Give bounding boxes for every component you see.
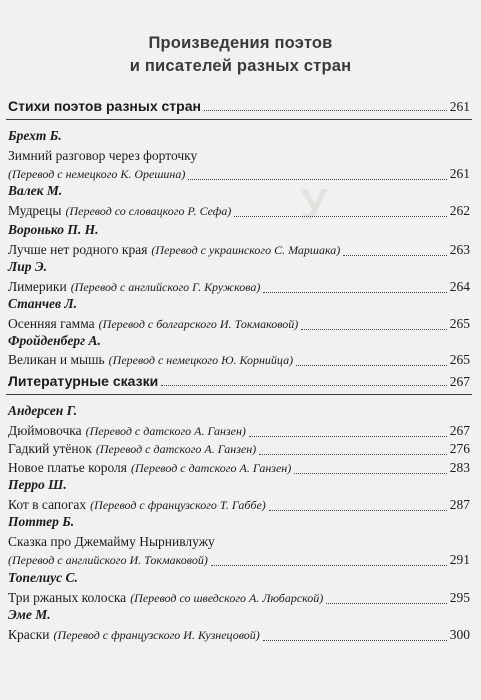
toc-entry[interactable] [8, 316, 470, 334]
toc-entry[interactable] [8, 423, 470, 441]
author-name: Топелиус С. [8, 570, 78, 585]
author-name: Фройденберг А. [8, 333, 101, 348]
page-number: 265 [449, 316, 470, 331]
dot-leader [204, 109, 447, 111]
toc-entry[interactable] [8, 534, 470, 552]
page-number: 263 [449, 242, 470, 257]
work-title: Дюймовочка [8, 423, 82, 438]
page-number: 262 [449, 203, 470, 218]
toc-entry[interactable] [8, 441, 470, 459]
toc-entry[interactable] [8, 148, 470, 166]
author-name: Перро Ш. [8, 477, 67, 492]
toc-entry[interactable] [8, 242, 470, 260]
section-heading-text: Стихи поэтов разных стран [8, 98, 201, 114]
author-name: Поттер Б. [8, 514, 75, 529]
dot-leader [294, 472, 446, 474]
translator-note: (Перевод с немецкого Ю. Корнийца) [108, 353, 294, 367]
dot-leader [211, 564, 447, 566]
section-heading-row [8, 98, 470, 115]
toc-entry[interactable] [8, 352, 470, 370]
page-number: 295 [449, 590, 470, 605]
translator-note: (Перевод со шведского А. Любарской) [130, 591, 324, 605]
work-title: Сказка про Джемайму Нырнивлужу [8, 534, 215, 549]
translator-note: (Перевод с французского Т. Габбе) [90, 498, 266, 512]
bleed-through-watermark: У [300, 180, 328, 229]
work-title: Лучше нет родного края [8, 242, 148, 257]
translator-note: (Перевод с английского Г. Кружкова) [70, 280, 261, 294]
section-heading[interactable] [8, 98, 470, 115]
dot-leader [188, 178, 446, 180]
work-title: Лимерики [8, 279, 67, 294]
section-heading[interactable] [8, 373, 470, 390]
toc-entry[interactable] [8, 552, 470, 570]
dot-leader [343, 254, 446, 256]
toc-entry[interactable] [8, 627, 470, 645]
section-heading-text: Литературные сказки [8, 373, 159, 389]
page-title-line-1: Произведения поэтов [148, 34, 333, 52]
work-title: Великан и мышь [8, 352, 105, 367]
translator-note: (Перевод с датского А. Ганзен) [85, 424, 246, 438]
work-title: Краски [8, 627, 50, 642]
toc-entry[interactable] [8, 279, 470, 297]
page-number: 264 [449, 279, 470, 294]
dot-leader [263, 291, 446, 293]
toc-entry[interactable] [8, 497, 470, 515]
page-number: 276 [449, 441, 470, 456]
author-name: Валек М. [8, 183, 63, 198]
translator-note: (Перевод с украинского С. Маршака) [151, 243, 341, 257]
page-title-line-2: и писателей разных стран [129, 57, 352, 75]
section-divider [6, 119, 472, 120]
dot-leader [269, 509, 447, 511]
author-name: Брехт Б. [8, 128, 62, 143]
section-heading-row [8, 373, 470, 390]
work-title: Осенняя гамма [8, 316, 95, 331]
work-title: Гадкий утёнок [8, 441, 92, 456]
translator-note: (Перевод с английского И. Токмаковой) [8, 553, 208, 567]
section-page-number: 261 [449, 99, 470, 114]
toc-entry[interactable] [8, 460, 470, 478]
toc-entry[interactable] [8, 203, 470, 221]
work-title: Зимний разговор через форточку [8, 148, 198, 163]
dot-leader [301, 328, 446, 330]
page-number: 291 [449, 552, 470, 567]
toc-entry[interactable] [8, 166, 470, 184]
section-divider [6, 394, 472, 395]
work-title: Три ржаных колоска [8, 590, 127, 605]
section-page-number: 267 [449, 374, 470, 389]
page-number: 300 [449, 627, 470, 642]
page-number: 287 [449, 497, 470, 512]
dot-leader [234, 215, 447, 217]
author-name: Станчев Л. [8, 296, 78, 311]
translator-note: (Перевод с болгарского И. Токмаковой) [98, 317, 299, 331]
page-number: 261 [449, 166, 470, 181]
dot-leader [263, 639, 447, 641]
page-number: 283 [449, 460, 470, 475]
work-title: Мудрецы [8, 203, 62, 218]
author-name: Андерсен Г. [8, 403, 78, 418]
work-title: Кот в сапогах [8, 497, 87, 512]
translator-note: (Перевод со словацкого Р. Сефа) [65, 204, 232, 218]
translator-note: (Перевод с немецкого К. Орешина) [8, 167, 186, 181]
dot-leader [259, 453, 447, 455]
translator-note: (Перевод с французского И. Кузнецовой) [53, 628, 260, 642]
page-number: 265 [449, 352, 470, 367]
page-number: 267 [449, 423, 470, 438]
dot-leader [326, 602, 446, 604]
translator-note: (Перевод с датского А. Ганзен) [95, 442, 257, 456]
toc-entry[interactable] [8, 590, 470, 608]
translator-note: (Перевод с датского А. Ганзен) [130, 461, 292, 475]
author-name: Лир Э. [8, 259, 48, 274]
author-name: Воронько П. Н. [8, 222, 99, 237]
dot-leader [161, 384, 447, 386]
dot-leader [296, 364, 447, 366]
author-name: Эме М. [8, 607, 51, 622]
dot-leader [249, 435, 447, 437]
work-title: Новое платье короля [8, 460, 127, 475]
